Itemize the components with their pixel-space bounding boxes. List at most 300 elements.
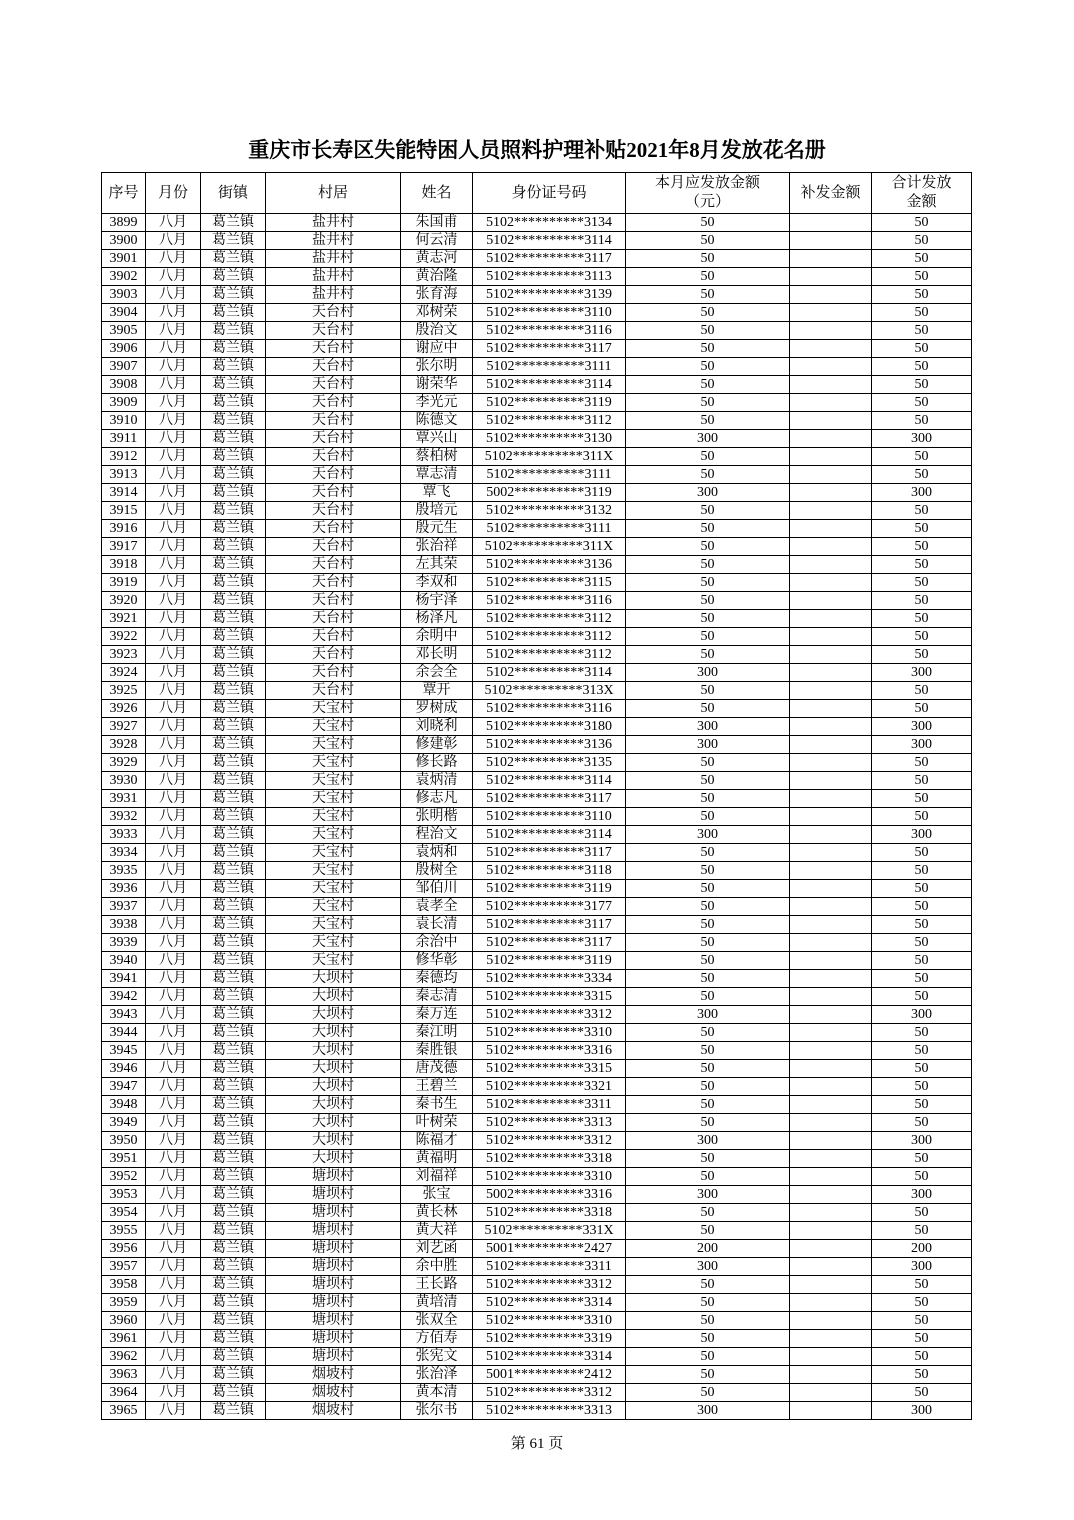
cell-village: 天台村 (266, 664, 401, 682)
cell-seq: 3947 (102, 1078, 146, 1096)
table-row (102, 664, 972, 682)
cell-name: 黄大祥 (401, 1222, 473, 1240)
cell-village: 天台村 (266, 592, 401, 610)
cell-village: 塘坝村 (266, 1294, 401, 1312)
cell-total-amount: 50 (872, 628, 972, 646)
cell-seq: 3943 (102, 1006, 146, 1024)
cell-month: 八月 (146, 268, 201, 286)
cell-name: 袁孝全 (401, 898, 473, 916)
cell-back-pay (790, 1150, 872, 1168)
cell-village: 天宝村 (266, 898, 401, 916)
cell-seq: 3955 (102, 1222, 146, 1240)
cell-back-pay (790, 1222, 872, 1240)
header-label: 村居 (317, 184, 348, 201)
cell-id-number: 5102**********3117 (473, 934, 626, 952)
cell-month: 八月 (146, 286, 201, 304)
cell-back-pay (790, 772, 872, 790)
cell-total-amount: 50 (872, 1096, 972, 1114)
cell-town: 葛兰镇 (201, 340, 266, 358)
cell-month: 八月 (146, 1114, 201, 1132)
cell-village: 天宝村 (266, 844, 401, 862)
cell-monthly-amount: 300 (626, 664, 790, 682)
cell-month: 八月 (146, 448, 201, 466)
cell-back-pay (790, 304, 872, 322)
cell-seq: 3929 (102, 754, 146, 772)
cell-town: 葛兰镇 (201, 304, 266, 322)
header-label-line1: 本月应发放金额 (654, 175, 760, 191)
cell-back-pay (790, 1204, 872, 1222)
cell-town: 葛兰镇 (201, 1186, 266, 1204)
cell-id-number: 5102**********3119 (473, 394, 626, 412)
cell-seq: 3904 (102, 304, 146, 322)
cell-back-pay (790, 448, 872, 466)
cell-village: 大坝村 (266, 1150, 401, 1168)
cell-id-number: 5102**********3111 (473, 358, 626, 376)
cell-back-pay (790, 646, 872, 664)
cell-monthly-amount: 50 (626, 1114, 790, 1132)
cell-name: 覃开 (401, 682, 473, 700)
cell-seq: 3908 (102, 376, 146, 394)
table-row (102, 1384, 972, 1402)
cell-monthly-amount: 50 (626, 988, 790, 1006)
cell-back-pay (790, 970, 872, 988)
cell-month: 八月 (146, 1024, 201, 1042)
cell-seq: 3934 (102, 844, 146, 862)
cell-back-pay (790, 1402, 872, 1420)
cell-village: 盐井村 (266, 268, 401, 286)
cell-village: 盐井村 (266, 214, 401, 232)
cell-total-amount: 300 (872, 718, 972, 736)
cell-name: 袁长清 (401, 916, 473, 934)
cell-seq: 3961 (102, 1330, 146, 1348)
cell-total-amount: 50 (872, 520, 972, 538)
cell-monthly-amount: 50 (626, 1204, 790, 1222)
cell-back-pay (790, 250, 872, 268)
cell-village: 塘坝村 (266, 1348, 401, 1366)
cell-id-number: 5102**********3117 (473, 250, 626, 268)
cell-village: 天台村 (266, 394, 401, 412)
table-row (102, 1312, 972, 1330)
cell-village: 天宝村 (266, 934, 401, 952)
table-row (102, 916, 972, 934)
cell-total-amount: 300 (872, 1186, 972, 1204)
table-header (102, 173, 972, 214)
cell-id-number: 5102**********3311 (473, 1096, 626, 1114)
cell-id-number: 5102**********3117 (473, 844, 626, 862)
cell-village: 天宝村 (266, 808, 401, 826)
cell-name: 王碧兰 (401, 1078, 473, 1096)
cell-seq: 3964 (102, 1384, 146, 1402)
cell-seq: 3923 (102, 646, 146, 664)
cell-village: 烟坡村 (266, 1366, 401, 1384)
cell-seq: 3901 (102, 250, 146, 268)
cell-back-pay (790, 1366, 872, 1384)
cell-village: 天台村 (266, 322, 401, 340)
cell-village: 塘坝村 (266, 1204, 401, 1222)
cell-village: 天台村 (266, 574, 401, 592)
cell-name: 张宝 (401, 1186, 473, 1204)
cell-month: 八月 (146, 232, 201, 250)
cell-total-amount: 50 (872, 340, 972, 358)
table-row (102, 790, 972, 808)
cell-monthly-amount: 300 (626, 1258, 790, 1276)
cell-name: 张明楷 (401, 808, 473, 826)
cell-month: 八月 (146, 700, 201, 718)
cell-total-amount: 50 (872, 610, 972, 628)
cell-back-pay (790, 862, 872, 880)
cell-total-amount: 50 (872, 1168, 972, 1186)
cell-village: 天宝村 (266, 754, 401, 772)
cell-seq: 3927 (102, 718, 146, 736)
cell-village: 塘坝村 (266, 1330, 401, 1348)
cell-village: 天台村 (266, 412, 401, 430)
cell-town: 葛兰镇 (201, 1168, 266, 1186)
table-row (102, 700, 972, 718)
cell-town: 葛兰镇 (201, 1150, 266, 1168)
table-row (102, 610, 972, 628)
table-row (102, 898, 972, 916)
cell-town: 葛兰镇 (201, 394, 266, 412)
cell-total-amount: 50 (872, 538, 972, 556)
column-header-seq (102, 173, 146, 214)
cell-town: 葛兰镇 (201, 736, 266, 754)
cell-name: 袁炳清 (401, 772, 473, 790)
cell-id-number: 5102**********3315 (473, 1060, 626, 1078)
cell-name: 覃飞 (401, 484, 473, 502)
table-row (102, 430, 972, 448)
cell-town: 葛兰镇 (201, 520, 266, 538)
cell-town: 葛兰镇 (201, 826, 266, 844)
cell-back-pay (790, 628, 872, 646)
cell-month: 八月 (146, 1294, 201, 1312)
cell-back-pay (790, 1276, 872, 1294)
cell-village: 天宝村 (266, 736, 401, 754)
cell-village: 天宝村 (266, 772, 401, 790)
cell-total-amount: 300 (872, 484, 972, 502)
cell-month: 八月 (146, 1078, 201, 1096)
cell-id-number: 5102**********3115 (473, 574, 626, 592)
cell-town: 葛兰镇 (201, 646, 266, 664)
cell-month: 八月 (146, 1258, 201, 1276)
cell-seq: 3942 (102, 988, 146, 1006)
cell-seq: 3939 (102, 934, 146, 952)
cell-month: 八月 (146, 880, 201, 898)
cell-id-number: 5102**********3311 (473, 1258, 626, 1276)
cell-seq: 3899 (102, 214, 146, 232)
cell-name: 殷树全 (401, 862, 473, 880)
cell-town: 葛兰镇 (201, 1096, 266, 1114)
cell-id-number: 5102**********3117 (473, 340, 626, 358)
cell-id-number: 5102**********3334 (473, 970, 626, 988)
cell-name: 陈福才 (401, 1132, 473, 1150)
table-row (102, 826, 972, 844)
table-row (102, 304, 972, 322)
cell-town: 葛兰镇 (201, 718, 266, 736)
cell-name: 谢应中 (401, 340, 473, 358)
cell-seq: 3915 (102, 502, 146, 520)
cell-seq: 3902 (102, 268, 146, 286)
table-row (102, 214, 972, 232)
cell-village: 盐井村 (266, 250, 401, 268)
cell-seq: 3916 (102, 520, 146, 538)
cell-town: 葛兰镇 (201, 754, 266, 772)
cell-name: 秦志清 (401, 988, 473, 1006)
cell-id-number: 5102**********3135 (473, 754, 626, 772)
cell-town: 葛兰镇 (201, 1042, 266, 1060)
cell-village: 天宝村 (266, 826, 401, 844)
cell-name: 邓长明 (401, 646, 473, 664)
cell-town: 葛兰镇 (201, 574, 266, 592)
cell-town: 葛兰镇 (201, 286, 266, 304)
table-row (102, 934, 972, 952)
cell-id-number: 5002**********3119 (473, 484, 626, 502)
cell-id-number: 5102**********3114 (473, 376, 626, 394)
cell-back-pay (790, 1168, 872, 1186)
table-row (102, 1150, 972, 1168)
table-row (102, 808, 972, 826)
cell-seq: 3903 (102, 286, 146, 304)
cell-name: 余明中 (401, 628, 473, 646)
cell-total-amount: 300 (872, 1132, 972, 1150)
cell-seq: 3962 (102, 1348, 146, 1366)
cell-seq: 3926 (102, 700, 146, 718)
cell-month: 八月 (146, 430, 201, 448)
cell-seq: 3907 (102, 358, 146, 376)
cell-name: 杨宇泽 (401, 592, 473, 610)
cell-id-number: 5102**********311X (473, 448, 626, 466)
cell-monthly-amount: 50 (626, 286, 790, 304)
cell-back-pay (790, 610, 872, 628)
cell-month: 八月 (146, 1240, 201, 1258)
cell-id-number: 5102**********3112 (473, 628, 626, 646)
cell-seq: 3928 (102, 736, 146, 754)
cell-total-amount: 300 (872, 664, 972, 682)
cell-month: 八月 (146, 844, 201, 862)
cell-id-number: 5102**********3114 (473, 232, 626, 250)
cell-monthly-amount: 50 (626, 1384, 790, 1402)
cell-back-pay (790, 1006, 872, 1024)
cell-name: 黄长林 (401, 1204, 473, 1222)
cell-village: 大坝村 (266, 1132, 401, 1150)
column-header-monthly-amount (626, 173, 790, 214)
cell-total-amount: 50 (872, 916, 972, 934)
cell-seq: 3922 (102, 628, 146, 646)
table-row (102, 754, 972, 772)
cell-seq: 3933 (102, 826, 146, 844)
cell-name: 李光元 (401, 394, 473, 412)
cell-total-amount: 50 (872, 1312, 972, 1330)
cell-back-pay (790, 934, 872, 952)
cell-id-number: 5102**********3132 (473, 502, 626, 520)
cell-total-amount: 50 (872, 502, 972, 520)
cell-seq: 3921 (102, 610, 146, 628)
cell-town: 葛兰镇 (201, 484, 266, 502)
cell-id-number: 5102**********3119 (473, 952, 626, 970)
cell-month: 八月 (146, 1042, 201, 1060)
cell-town: 葛兰镇 (201, 1222, 266, 1240)
cell-total-amount: 50 (872, 790, 972, 808)
table-row (102, 1024, 972, 1042)
table-row (102, 1132, 972, 1150)
cell-total-amount: 50 (872, 556, 972, 574)
cell-total-amount: 50 (872, 304, 972, 322)
cell-seq: 3936 (102, 880, 146, 898)
cell-name: 秦书生 (401, 1096, 473, 1114)
cell-name: 张宪文 (401, 1348, 473, 1366)
cell-seq: 3944 (102, 1024, 146, 1042)
table-row (102, 1258, 972, 1276)
cell-back-pay (790, 844, 872, 862)
cell-village: 天台村 (266, 340, 401, 358)
cell-name: 李双和 (401, 574, 473, 592)
cell-village: 天宝村 (266, 862, 401, 880)
cell-town: 葛兰镇 (201, 1330, 266, 1348)
cell-town: 葛兰镇 (201, 1006, 266, 1024)
cell-month: 八月 (146, 1222, 201, 1240)
table-row (102, 1366, 972, 1384)
cell-seq: 3913 (102, 466, 146, 484)
cell-monthly-amount: 50 (626, 682, 790, 700)
cell-monthly-amount: 50 (626, 646, 790, 664)
cell-village: 天台村 (266, 646, 401, 664)
header-row (102, 173, 972, 214)
header-label: 街镇 (217, 184, 248, 201)
cell-month: 八月 (146, 1348, 201, 1366)
cell-village: 天宝村 (266, 700, 401, 718)
cell-monthly-amount: 300 (626, 1132, 790, 1150)
cell-seq: 3917 (102, 538, 146, 556)
cell-seq: 3945 (102, 1042, 146, 1060)
cell-back-pay (790, 1042, 872, 1060)
cell-month: 八月 (146, 754, 201, 772)
cell-monthly-amount: 50 (626, 340, 790, 358)
cell-name: 张尔明 (401, 358, 473, 376)
cell-town: 葛兰镇 (201, 358, 266, 376)
cell-monthly-amount: 50 (626, 628, 790, 646)
header-label: 补发金额 (800, 184, 861, 201)
table-row (102, 1078, 972, 1096)
cell-month: 八月 (146, 340, 201, 358)
cell-back-pay (790, 1294, 872, 1312)
cell-name: 袁炳和 (401, 844, 473, 862)
cell-total-amount: 300 (872, 1258, 972, 1276)
cell-seq: 3953 (102, 1186, 146, 1204)
cell-back-pay (790, 826, 872, 844)
cell-village: 天宝村 (266, 916, 401, 934)
cell-id-number: 5102**********3318 (473, 1150, 626, 1168)
cell-monthly-amount: 50 (626, 1042, 790, 1060)
cell-monthly-amount: 50 (626, 1276, 790, 1294)
table-row (102, 1168, 972, 1186)
cell-month: 八月 (146, 628, 201, 646)
cell-name: 方佰寿 (401, 1330, 473, 1348)
cell-monthly-amount: 200 (626, 1240, 790, 1258)
table-row (102, 538, 972, 556)
cell-month: 八月 (146, 466, 201, 484)
cell-total-amount: 50 (872, 1348, 972, 1366)
cell-back-pay (790, 682, 872, 700)
cell-month: 八月 (146, 1330, 201, 1348)
header-label-line1: 合计发放 (891, 175, 952, 191)
cell-back-pay (790, 502, 872, 520)
cell-town: 葛兰镇 (201, 250, 266, 268)
cell-back-pay (790, 916, 872, 934)
cell-name: 黄培清 (401, 1294, 473, 1312)
cell-month: 八月 (146, 304, 201, 322)
cell-month: 八月 (146, 358, 201, 376)
cell-total-amount: 50 (872, 1060, 972, 1078)
cell-town: 葛兰镇 (201, 970, 266, 988)
cell-back-pay (790, 592, 872, 610)
cell-month: 八月 (146, 736, 201, 754)
cell-town: 葛兰镇 (201, 268, 266, 286)
cell-id-number: 5102**********3315 (473, 988, 626, 1006)
cell-back-pay (790, 736, 872, 754)
cell-monthly-amount: 50 (626, 574, 790, 592)
cell-total-amount: 50 (872, 358, 972, 376)
cell-back-pay (790, 286, 872, 304)
cell-name: 殷治文 (401, 322, 473, 340)
cell-total-amount: 50 (872, 988, 972, 1006)
cell-month: 八月 (146, 1096, 201, 1114)
cell-total-amount: 50 (872, 1114, 972, 1132)
cell-seq: 3932 (102, 808, 146, 826)
cell-town: 葛兰镇 (201, 466, 266, 484)
cell-seq: 3938 (102, 916, 146, 934)
header-label: 身份证号码 (511, 184, 587, 201)
cell-back-pay (790, 1186, 872, 1204)
cell-monthly-amount: 50 (626, 700, 790, 718)
table-row (102, 322, 972, 340)
cell-id-number: 5102**********3112 (473, 646, 626, 664)
cell-village: 天台村 (266, 358, 401, 376)
cell-monthly-amount: 50 (626, 394, 790, 412)
cell-id-number: 5102**********3316 (473, 1042, 626, 1060)
cell-monthly-amount: 50 (626, 862, 790, 880)
cell-back-pay (790, 232, 872, 250)
cell-back-pay (790, 1240, 872, 1258)
cell-village: 塘坝村 (266, 1240, 401, 1258)
cell-monthly-amount: 50 (626, 898, 790, 916)
cell-total-amount: 50 (872, 214, 972, 232)
cell-id-number: 5102**********3116 (473, 322, 626, 340)
cell-town: 葛兰镇 (201, 538, 266, 556)
cell-month: 八月 (146, 250, 201, 268)
cell-town: 葛兰镇 (201, 808, 266, 826)
cell-monthly-amount: 50 (626, 1096, 790, 1114)
cell-seq: 3912 (102, 448, 146, 466)
cell-month: 八月 (146, 952, 201, 970)
cell-town: 葛兰镇 (201, 556, 266, 574)
column-header-total-amount (872, 173, 972, 214)
table-row (102, 484, 972, 502)
cell-village: 大坝村 (266, 1096, 401, 1114)
table-row (102, 1186, 972, 1204)
cell-monthly-amount: 50 (626, 1168, 790, 1186)
cell-monthly-amount: 50 (626, 412, 790, 430)
cell-village: 塘坝村 (266, 1222, 401, 1240)
cell-id-number: 5102**********331X (473, 1222, 626, 1240)
cell-town: 葛兰镇 (201, 1258, 266, 1276)
cell-id-number: 5102**********3134 (473, 214, 626, 232)
cell-total-amount: 50 (872, 574, 972, 592)
cell-seq: 3940 (102, 952, 146, 970)
cell-id-number: 5102**********3310 (473, 1168, 626, 1186)
cell-seq: 3911 (102, 430, 146, 448)
cell-total-amount: 50 (872, 322, 972, 340)
table-body (102, 214, 972, 1420)
cell-monthly-amount: 300 (626, 430, 790, 448)
